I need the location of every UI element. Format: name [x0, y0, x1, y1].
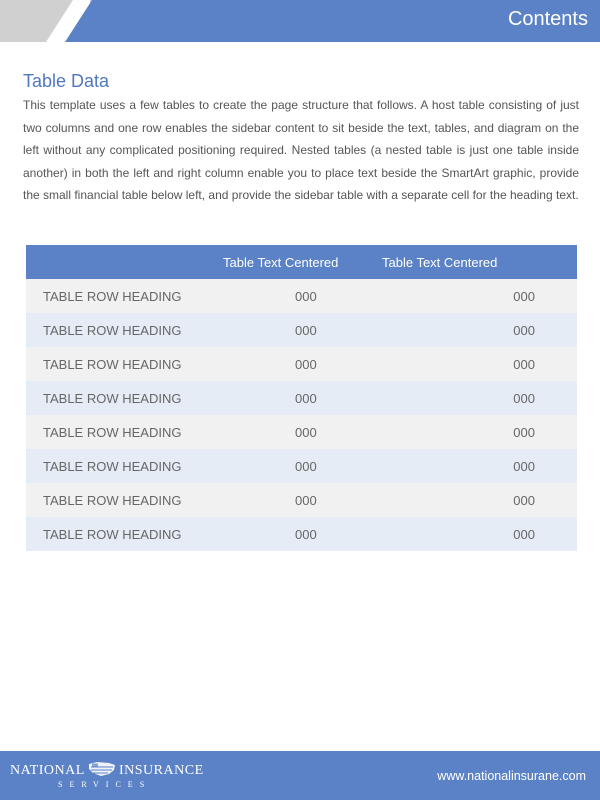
row-heading: TABLE ROW HEADING — [43, 357, 182, 372]
row-value: 000 — [513, 323, 535, 338]
us-flag-map-icon — [87, 761, 117, 777]
row-value: 000 — [295, 357, 317, 372]
table-row — [26, 483, 577, 517]
section-title: Table Data — [23, 71, 110, 91]
footer-website-link[interactable]: www.nationalinsurane.com — [437, 769, 586, 783]
table-header-row — [26, 245, 577, 279]
data-table — [26, 245, 577, 551]
table-header-cell: Table Text Centered — [382, 255, 498, 270]
table-body — [26, 279, 577, 551]
page-title: Contents — [507, 8, 588, 30]
row-heading: TABLE ROW HEADING — [43, 527, 182, 542]
table-row — [26, 449, 577, 483]
row-value: 000 — [295, 323, 317, 338]
table-row — [26, 279, 577, 313]
table-row — [26, 313, 577, 347]
row-value: 000 — [513, 425, 535, 440]
row-value: 000 — [295, 527, 317, 542]
section-body: This template uses a few tables to create the page structure that follows. A host table consisting of just two columns and one row enables the sidebar content to sit beside the text, tables, and diagram on the left without any complicated positioning required. Nested tables (a nested table is just one table inside another) in both the left and right column enable you to place text beside the SmartArt graphic, provide the small financial table below left, and provide the sidebar table with a separate cell for the heading text. — [23, 98, 579, 202]
row-heading: TABLE ROW HEADING — [43, 323, 182, 338]
table-row — [26, 347, 577, 381]
table-row — [26, 381, 577, 415]
row-value: 000 — [295, 425, 317, 440]
row-heading: TABLE ROW HEADING — [43, 391, 182, 406]
logo-text-insurance: INSURANCE — [119, 763, 204, 778]
row-value: 000 — [295, 493, 317, 508]
table-row — [26, 415, 577, 449]
row-value: 000 — [513, 493, 535, 508]
row-value: 000 — [513, 289, 535, 304]
logo-text-national: NATIONAL — [10, 763, 85, 778]
row-value: 000 — [513, 459, 535, 474]
table-header-cell: Table Text Centered — [223, 255, 339, 270]
row-value: 000 — [513, 357, 535, 372]
row-heading: TABLE ROW HEADING — [43, 493, 182, 508]
row-value: 000 — [513, 391, 535, 406]
page-footer — [0, 751, 600, 800]
row-heading: TABLE ROW HEADING — [43, 459, 182, 474]
row-value: 000 — [295, 391, 317, 406]
logo-text-services: SERVICES — [58, 780, 152, 789]
row-heading: TABLE ROW HEADING — [43, 289, 182, 304]
row-value: 000 — [513, 527, 535, 542]
row-value: 000 — [295, 459, 317, 474]
row-value: 000 — [295, 289, 317, 304]
row-heading: TABLE ROW HEADING — [43, 425, 182, 440]
table-row — [26, 517, 577, 551]
page-header — [0, 0, 600, 42]
